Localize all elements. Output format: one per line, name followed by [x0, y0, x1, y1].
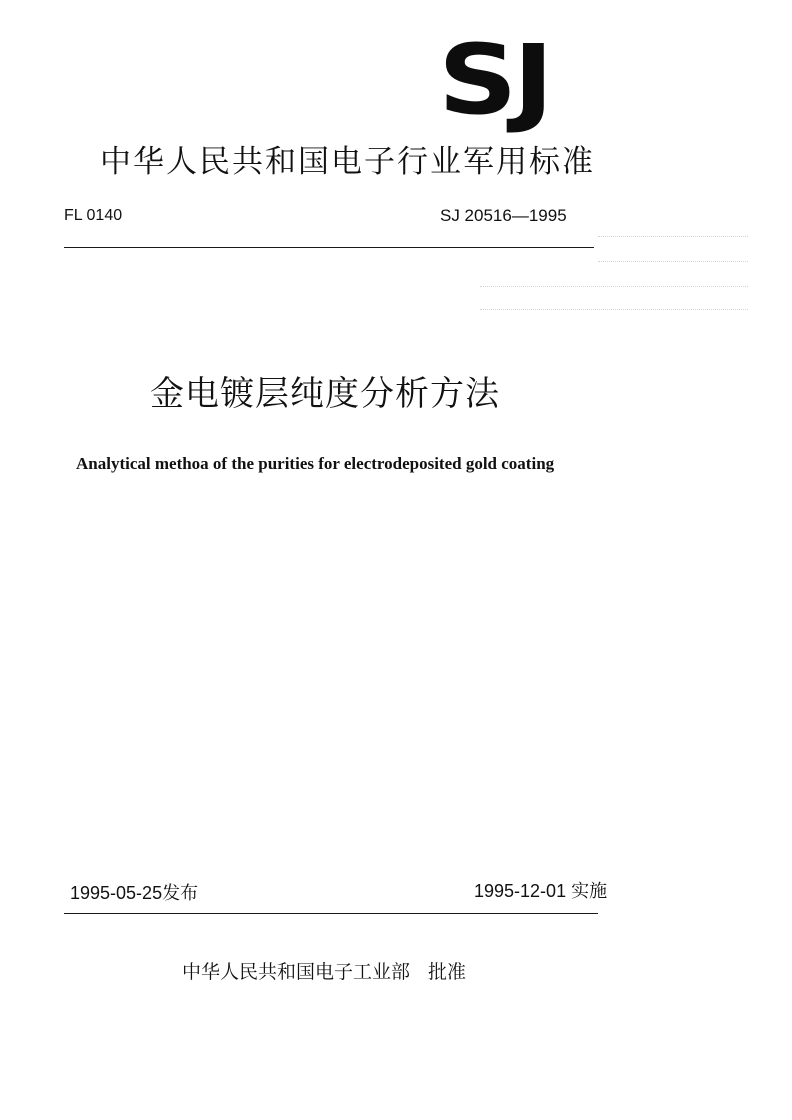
footer-divider	[64, 913, 598, 914]
scan-artifact-line	[598, 261, 748, 262]
approving-authority: 中华人民共和国电子工业部	[182, 961, 411, 983]
scan-artifact-line	[598, 236, 748, 237]
organization-title: 中华人民共和国电子行业军用标准	[100, 144, 595, 180]
scan-artifact-line	[480, 286, 748, 287]
effective-label: 实施	[571, 881, 608, 901]
effective-date-line	[474, 879, 607, 903]
sj-logo: SJ	[438, 24, 550, 136]
classification-code: FL 0140	[64, 207, 123, 224]
document-title-english: Analytical methoa of the purities for electrodeposited gold coating	[76, 454, 555, 473]
release-date: 1995-05-25	[70, 883, 163, 903]
approval-label: 批准	[428, 961, 467, 983]
header-divider	[64, 247, 594, 248]
standard-number: SJ 20516—1995	[440, 206, 567, 225]
release-label: 发布	[162, 883, 199, 903]
document-title-chinese: 金电镀层纯度分析方法	[150, 374, 500, 414]
scan-artifact-line	[480, 309, 748, 310]
approval-line	[182, 958, 466, 986]
effective-date: 1995-12-01	[474, 881, 567, 901]
release-date-line	[70, 881, 198, 905]
